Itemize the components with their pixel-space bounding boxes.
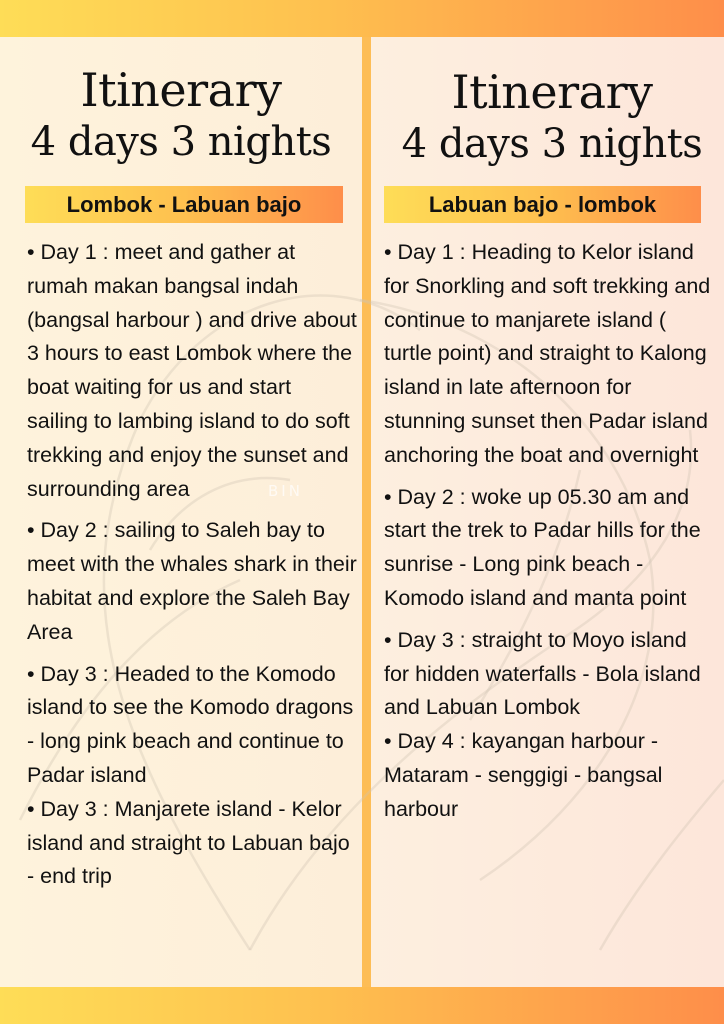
center-divider (362, 37, 371, 987)
left-title (0, 62, 362, 166)
right-day-item: • Day 3 : straight to Moyo island for hidden waterfalls - Bola island and Labuan Lombok (384, 627, 701, 720)
right-title-main: Itinerary (451, 65, 653, 119)
left-day-item: • Day 3 : Manjarete island - Kelor island and straight to Labuan bajo - end trip (27, 796, 350, 889)
watermark-text: BIN (268, 482, 303, 500)
right-day-list (384, 236, 714, 835)
right-title (380, 64, 724, 168)
left-day-item: • Day 2 : sailing to Saleh bay to meet with the whales shark in their habitat and explore the Saleh Bay Area (27, 518, 357, 644)
left-title-duration: 4 days 3 nights (30, 119, 332, 165)
right-title-duration: 4 days 3 nights (401, 121, 703, 167)
right-day-item: • Day 1 : Heading to Kelor island for Snorkling and soft trekking and continue to manjarete island ( turtle point) and straight to Kalong island in late afternoon for stunning sunset then Padar island anchoring the boat and overnight (384, 240, 711, 467)
right-route-bar: Labuan bajo - lombok (384, 186, 701, 223)
right-day-item: • Day 4 : kayangan harbour - Mataram - senggigi - bangsal harbour (384, 729, 663, 821)
left-title-main: Itinerary (80, 63, 282, 117)
left-day-list (27, 236, 357, 902)
left-route-bar: Lombok - Labuan bajo (25, 186, 343, 223)
right-day-item: • Day 2 : woke up 05.30 am and start the trek to Padar hills for the sunrise - Long pink beach - Komodo island and manta point (384, 484, 701, 610)
left-day-item: • Day 3 : Headed to the Komodo island to see the Komodo dragons - long pink beach and continue to Padar island (27, 661, 354, 787)
left-day-item: • Day 1 : meet and gather at rumah makan bangsal indah (bangsal harbour ) and drive about 3 hours to east Lombok where the boat waiting for us and start sailing to lambing island to do soft trekking and enjoy the sunset and surrounding area (27, 240, 357, 501)
